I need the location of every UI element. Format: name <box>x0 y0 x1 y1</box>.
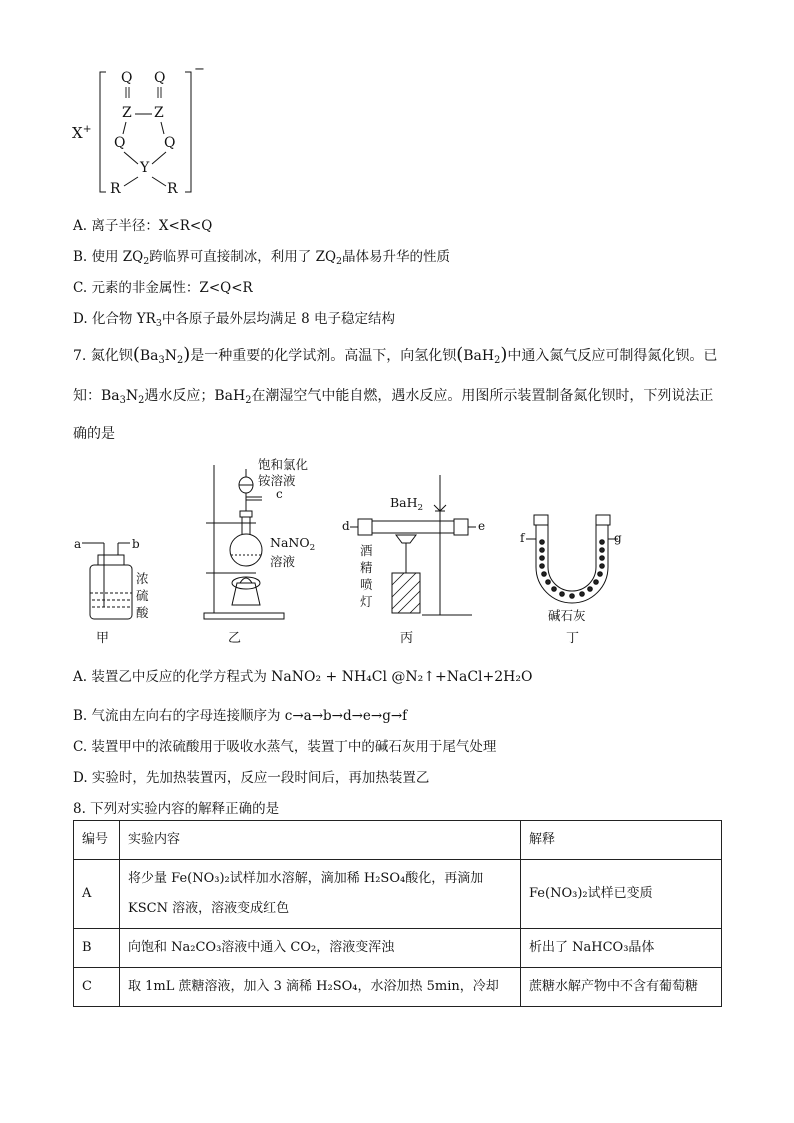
atom-q-top-left: Q <box>121 70 133 86</box>
table-header-row <box>74 821 722 860</box>
bing-lamp-4: 灯 <box>360 594 373 609</box>
wash-bottle-jia <box>82 543 132 619</box>
yi-port-c: c <box>276 487 283 501</box>
yi-top-reagent-1: 饱和氯化 <box>258 457 309 472</box>
header-id: 编号 <box>74 821 120 860</box>
atom-q-mid-right: Q <box>164 135 176 151</box>
q7-stem-line2: 知：$Ba_3N_2$遇水反应；BaH$_2$在潮湿空气中能自燃，遇水反应。用图所示装置制备氮化钡时，下列说法正 <box>73 388 714 406</box>
structure-diagram <box>60 60 210 200</box>
bing-lamp-2: 精 <box>360 560 373 575</box>
bing-port-e: e <box>478 519 486 533</box>
bing-lamp-3: 喷 <box>360 577 373 592</box>
atom-q-mid-left: Q <box>114 135 126 151</box>
ding-port-g: g <box>614 531 622 545</box>
bing-label: 丙 <box>400 631 414 646</box>
q7-option-a: A. 装置乙中反应的化学方程式为 NaNO₂ + NH₄Cl @N₂↑+NaCl+2H₂O <box>73 669 533 685</box>
q6-option-d: D. 化合物 $YR_3$中各原子最外层均满足 8 电子稳定结构 <box>73 311 395 329</box>
table-row <box>74 860 722 929</box>
cation-label: X+ <box>72 123 92 142</box>
q8-table <box>73 820 722 1007</box>
q6-option-a: A. 离子半径：X<R<Q <box>73 218 213 234</box>
table-row <box>74 968 722 1007</box>
yi-solution: 溶液 <box>270 554 296 569</box>
jia-reagent-3: 酸 <box>136 605 149 620</box>
jia-reagent-1: 浓 <box>136 571 149 586</box>
q6-option-b: B. 使用 $ZQ_2$跨临界可直接制冰，利用了 $ZQ_2$晶体易升华的性质 <box>73 249 451 267</box>
q7-option-d: D. 实验时，先加热装置丙，反应一段时间后，再加热装置乙 <box>73 770 430 786</box>
q7-stem-line3: 确的是 <box>73 426 115 442</box>
row-id: B <box>74 929 120 968</box>
ding-reagent: 碱石灰 <box>548 608 586 623</box>
jia-port-b: b <box>132 537 140 551</box>
q7-stem-line1: 7. 氮化钡$(Ba_3N_2)$是一种重要的化学试剂。高温下，向氢化钡(BaH$_2$)中通入氮气反应可制得氮化钡。已 <box>73 344 718 366</box>
ding-port-f: f <box>520 531 525 545</box>
row-explain: Fe(NO₃)₂试样已变质 <box>521 860 722 929</box>
jia-label: 甲 <box>96 631 110 646</box>
ding-label: 丁 <box>566 631 580 646</box>
atom-z-left: Z <box>122 105 132 121</box>
bing-lamp-1: 酒 <box>360 543 373 558</box>
q8-stem: 8. 下列对实验内容的解释正确的是 <box>73 801 280 817</box>
jia-reagent-2: 硫 <box>136 588 149 603</box>
table-row <box>74 929 722 968</box>
q7-option-c: C. 装置甲中的浓硫酸用于吸收水蒸气，装置丁中的碱石灰用于尾气处理 <box>73 739 497 755</box>
atom-r-right: R <box>167 181 178 197</box>
row-id: C <box>74 968 120 1007</box>
header-content: 实验内容 <box>120 821 521 860</box>
bing-port-d: d <box>342 519 350 533</box>
atom-r-left: R <box>110 181 121 197</box>
yi-top-reagent-2: 铵溶液 <box>258 473 296 488</box>
atom-y: Y <box>140 160 150 176</box>
apparatus-figure <box>60 455 660 655</box>
u-tube-ding <box>526 515 618 603</box>
row-explain: 蔗糖水解产物中不含有葡萄糖 <box>521 968 722 1007</box>
jia-port-a: a <box>74 537 82 551</box>
yi-label: 乙 <box>228 631 242 646</box>
yi-nano2: NaNO$_2$ <box>270 535 316 553</box>
row-content: 取 1mL 蔗糖溶液，加入 3 滴稀 H₂SO₄，水浴加热 5min，冷却 <box>120 968 521 1007</box>
atom-q-top-right: Q <box>154 70 166 86</box>
header-explain: 解释 <box>521 821 722 860</box>
q7-option-b: B. 气流由左向右的字母连接顺序为 c→a→b→d→e→g→f <box>73 708 408 724</box>
q6-option-c: C. 元素的非金属性：Z<Q<R <box>73 280 253 296</box>
atom-z-right: Z <box>154 105 164 121</box>
row-content: 将少量 Fe(NO₃)₂试样加水溶解，滴加稀 H₂SO₄酸化，再滴加 KSCN 溶液，溶液变成红色 <box>120 860 521 929</box>
row-content: 向饱和 Na₂CO₃溶液中通入 CO₂，溶液变浑浊 <box>120 929 521 968</box>
row-explain: 析出了 NaHCO₃晶体 <box>521 929 722 968</box>
anion-charge: − <box>194 62 205 77</box>
bing-bah2: BaH$_2$ <box>390 495 424 513</box>
row-id: A <box>74 860 120 929</box>
